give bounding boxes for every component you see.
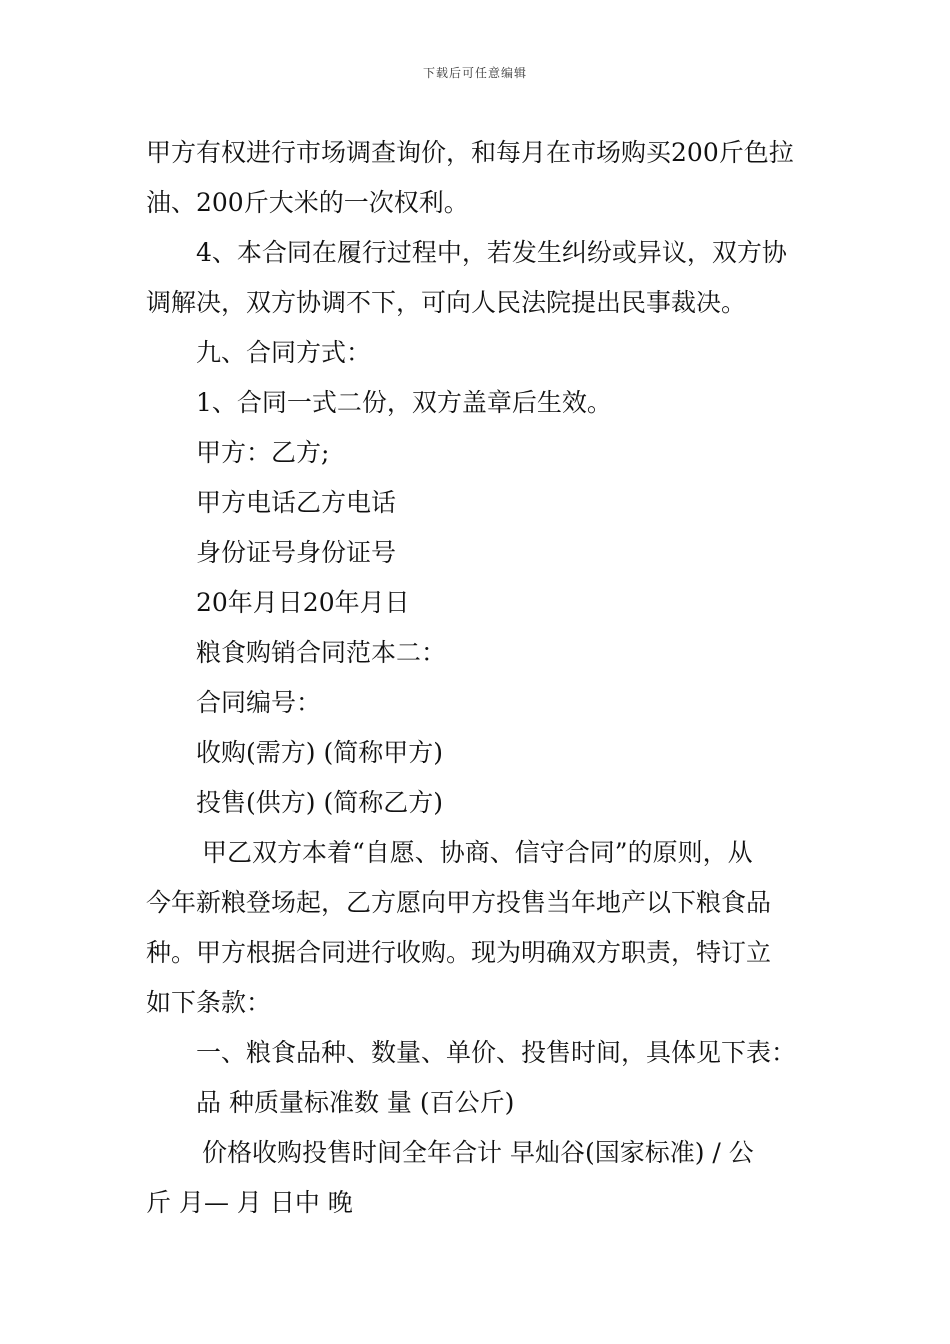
signature-line: 20年月日20年月日 — [196, 588, 410, 617]
paragraph-line: 1、合同一式二份，双方盖章后生效。 — [196, 388, 612, 417]
paragraph-line: 甲乙双方本着“自愿、协商、信守合同”的原则，从 — [202, 838, 753, 867]
section-heading: 一、粮食品种、数量、单价、投售时间，具体见下表： — [196, 1038, 797, 1067]
section-heading: 九、合同方式： — [196, 338, 372, 367]
paragraph-line: 调解决，双方协调不下，可向人民法院提出民事裁决。 — [146, 288, 747, 317]
signature-line: 甲方：乙方; — [196, 438, 330, 467]
paragraph-line: 今年新粮登场起，乙方愿向甲方投售当年地产以下粮食品 — [146, 888, 772, 917]
page-header: 下载后可任意编辑 — [422, 66, 527, 80]
paragraph-line: 种。甲方根据合同进行收购。现为明确双方职责，特订立 — [146, 938, 772, 967]
contract-number: 合同编号： — [196, 688, 322, 717]
signature-line: 身份证号身份证号 — [196, 538, 397, 567]
party-line: 投售(供方) (简称乙方) — [196, 788, 443, 817]
section-heading: 粮食购销合同范本二： — [196, 638, 447, 667]
table-text-line: 价格收购投售时间全年合计 早灿谷(国家标准) / 公 — [202, 1138, 754, 1167]
paragraph-line: 油、200斤大米的一次权利。 — [146, 188, 469, 217]
signature-line: 甲方电话乙方电话 — [196, 488, 397, 517]
paragraph-line: 4、本合同在履行过程中，若发生纠纷或异议，双方协 — [196, 238, 787, 267]
paragraph-line: 甲方有权进行市场调查询价，和每月在市场购买200斤色拉 — [146, 138, 794, 167]
table-text-line: 斤 月— 月 日中 晚 — [146, 1188, 353, 1217]
table-text-line: 品 种质量标准数 量 (百公斤) — [196, 1088, 515, 1117]
paragraph-line: 如下条款： — [146, 988, 272, 1017]
document-body — [146, 128, 808, 1228]
party-line: 收购(需方) (简称甲方) — [196, 738, 443, 767]
